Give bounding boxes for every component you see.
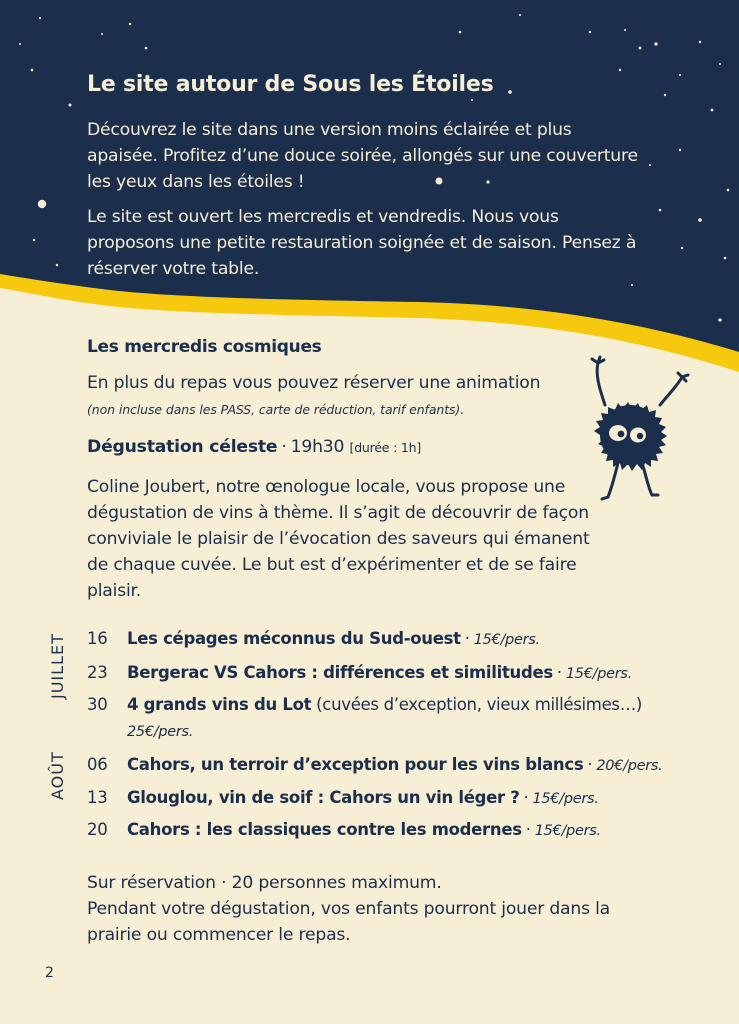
page-number: 2 <box>45 965 54 981</box>
page-title: Le site autour de Sous les Étoiles <box>87 72 494 97</box>
event-price: 15€/pers. <box>473 632 540 648</box>
reservation-line: Sur réservation · 20 personnes maximum. <box>87 873 442 893</box>
children-note: Pendant votre dégustation, vos enfants pourront jouer dans la prairie ou commencer le repas. <box>87 899 611 945</box>
event-day: 06 <box>87 755 108 774</box>
reservation-note <box>87 870 627 948</box>
event-title: Bergerac VS Cahors : différences et similitudes <box>127 663 553 682</box>
event-title: 4 grands vins du Lot <box>127 695 312 714</box>
event-time: 19h30 <box>290 437 345 457</box>
section-intro-note: (non incluse dans les PASS, carte de réduction, tarif enfants). <box>87 402 465 417</box>
event-heading: Dégustation céleste · 19h30 [durée : 1h] <box>87 437 422 457</box>
section-intro <box>87 370 567 423</box>
event-title: Cahors : les classiques contre les modernes <box>127 820 522 839</box>
event-day: 23 <box>87 663 108 682</box>
event-title: Glouglou, vin de soif : Cahors un vin léger ? <box>127 788 520 807</box>
event-price: 20€/pers. <box>596 758 663 774</box>
event-price: 25€/pers. <box>127 724 194 740</box>
month-label-july: JUILLET <box>48 633 67 699</box>
event-title: Les cépages méconnus du Sud-ouest <box>127 629 461 648</box>
event-price: 15€/pers. <box>565 666 632 682</box>
event-day: 13 <box>87 788 108 807</box>
event-day: 20 <box>87 820 108 839</box>
soot-creature-illustration <box>560 355 710 515</box>
event-price: 15€/pers. <box>534 823 601 839</box>
section-intro-text: En plus du repas vous pouvez réserver une animation <box>87 373 541 393</box>
event-price: 15€/pers. <box>532 791 599 807</box>
event-day: 30 <box>87 695 108 714</box>
event-duration: [durée : 1h] <box>349 440 422 455</box>
section-heading: Les mercredis cosmiques <box>87 337 322 357</box>
event-name: Dégustation céleste <box>87 437 278 457</box>
event-day: 16 <box>87 629 108 648</box>
event-description: Coline Joubert, notre œnologue locale, vous propose une dégustation de vins à thème. Il s’agit de découvrir de façon conviviale le plaisir de l’évocation des saveurs qui émanent de chaque cuvée. Le but est d’expérimenter et de se faire plaisir. <box>87 477 590 601</box>
month-label-august: AOÛT <box>48 751 67 800</box>
intro-paragraph-1: Découvrez le site dans une version moins éclairée et plus apaisée. Profitez d’une douce soirée, allongés sur une couverture les yeux dans les étoiles ! <box>87 120 638 192</box>
intro-paragraph-2: Le site est ouvert les mercredis et vendredis. Nous vous proposons une petite restauration soignée et de saison. Pensez à réserver votre table. <box>87 207 637 279</box>
event-extra: (cuvées d’exception, vieux millésimes…) <box>316 695 643 714</box>
event-title: Cahors, un terroir d’exception pour les vins blancs <box>127 755 584 774</box>
